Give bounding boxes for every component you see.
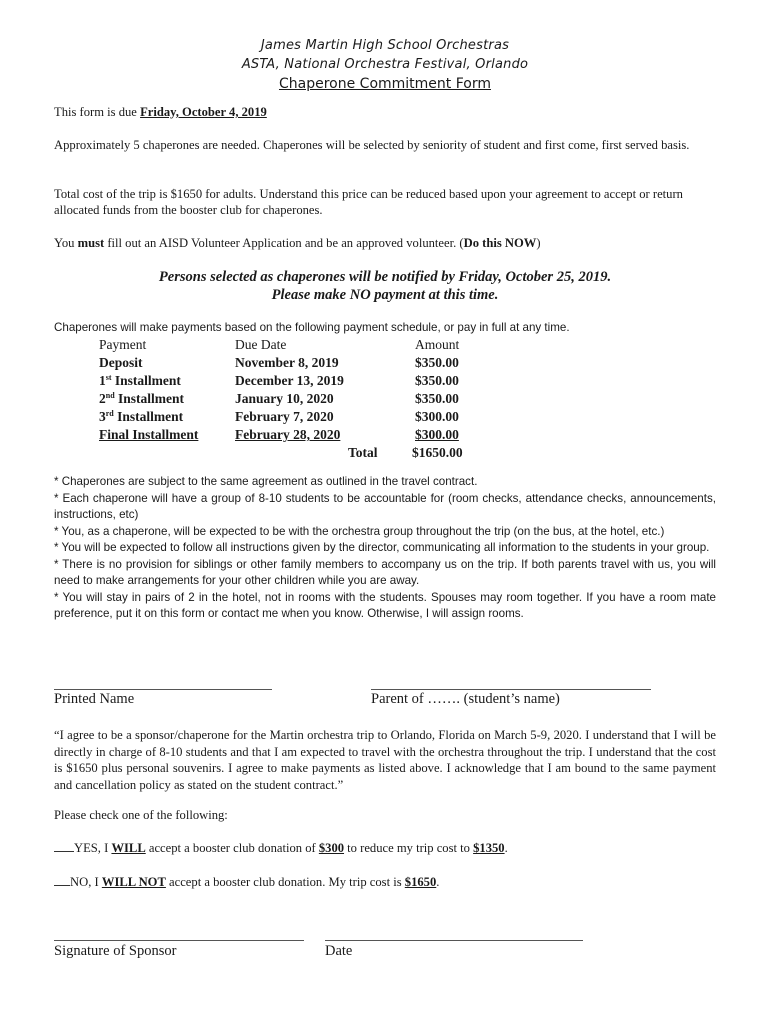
rules-list [54,474,716,623]
event-name: ASTA, National Orchestra Festival, Orlando [241,57,529,72]
chaperones-needed: Approximately 5 chaperones are needed. Chaperones will be selected by seniority of student and first come, first served basis. [54,138,690,152]
option-yes: YES, I WILL accept a booster club donation of $300 to reduce my trip cost to $1350. [54,841,508,856]
rule-item: * You, as a chaperone, will be expected to be with the orchestra group throughout the trip (on the bus, at the hotel, etc.) [54,524,665,538]
form-title: Chaperone Commitment Form [278,76,491,92]
yes-checkbox[interactable] [54,841,74,852]
header-payment: Payment [99,337,147,352]
parent-of-label: Parent of ……. (student’s name) [371,691,560,707]
total-value: $1650.00 [412,445,463,460]
school-name: James Martin High School Orchestras [260,38,510,53]
printed-name-label: Printed Name [54,691,135,707]
selection-notice: Persons selected as chaperones will be notified by Friday, October 25, 2019. Please make NO payment at this time. [158,269,612,303]
header-due-date: Due Date [235,337,287,352]
schedule-intro: Chaperones will make payments based on the following payment schedule, or pay in full at any time. [54,321,570,334]
due-statement: This form is due Friday, October 4, 2019 [54,105,267,119]
rule-item: * You will stay in pairs of 2 in the hotel, not in rooms with the students. Spouses may room together. If you have a room mate preference, put it on this form or contact me when you know. Otherwise, I will assign rooms. [54,590,716,620]
date-field[interactable] [325,940,583,941]
due-date: Friday, October 4, 2019 [140,105,267,119]
parent-of-field[interactable] [371,689,651,690]
printed-name-field[interactable] [54,689,272,690]
rule-item: * There is no provision for siblings or other family members to accompany us on the trip. If both parents travel with us, you will need to make arrangements for your other children while you are away. [54,557,716,587]
option-no: NO, I WILL NOT accept a booster club donation. My trip cost is $1650. [54,875,439,890]
signature-label: Signature of Sponsor [54,943,177,959]
no-checkbox[interactable] [54,875,70,886]
volunteer-requirement: You must fill out an AISD Volunteer Application and be an approved volunteer. (Do this NOW) [54,236,541,250]
check-intro: Please check one of the following: [54,808,228,822]
date-label: Date [325,943,353,959]
total-label: Total [348,445,378,460]
form-page: James Martin High School Orchestras ASTA, National Orchestra Festival, Orlando Chaperone Commitment Form This form is due Friday, October 4, 2019 Approximately 5 chaperones are needed. Chaperones will be selected by seniority of student and first come, first served basis. Total cost of the trip is $1650 for adults. Understand this price can be reduced based upon your agreement to accept or return allocated funds from the booster club for chaperones. You must fill out an AISD Volunteer Application and be an approved volunteer. (Do this NOW) Persons selected as chaperones will be notified by Friday, October 25, 2019. Please make NO payment at this time. Chaperones will make payments based on the following payment schedule, or pay in full at any time. Payment Due Date Amount Deposit November 8, 2019 $350.00 1st Installment December 13, 2019 $350.00 2nd Installment January 10, 2020 $350.00 3rd Installment February 7, 2020 $300.00 Final Installment February 28, 2020 $300.00 Total $1650.00 * Chaperones are subject to the same agreement as outlined in the travel contract. * Each chaperone will have a group of 8-10 students to be accountable for (room checks, attendance checks, announcements, instructions, etc) * You, as a chaperone, will be expected to be with the orchestra group throughout the trip (on the bus, at the hotel, etc.) * You will be expected to follow all instructions given by the director, communicating all information to the students in your group. * There is no provision for siblings or other family members to accompany us on the trip. If both parents travel with us, you will need to make arrangements for your other children while you are away. * You will stay in pairs of 2 in the hotel, not in rooms with the students. Spouses may room together. If you have a room mate preference, put it on this form or contact me when you know. Otherwise, I will assign rooms. Printed Name Parent of ……. (student’s name) “I agree to be a sponsor/chaperone for the Martin orchestra trip to Orlando, Florida on March 5-9, 2020. I understand that I will be directly in charge of 8-10 students and that I am expected to travel with the orchestra throughout the trip. I understand that the cost is $1650 plus personal souvenirs. I agree to make payments as listed above. I acknowledge that I am bound to the same payment and cancellation policy as stated on the student contract.” Please check one of the following: YES, I WILL accept a booster club donation of $300 to reduce my trip cost to $1350. NO, I WILL NOT accept a booster club donation. My trip cost is $1650. Signature of Sponsor Date [0,0,770,1024]
rule-item: * Chaperones are subject to the same agreement as outlined in the travel contract. [54,475,478,488]
rule-item: * Each chaperone will have a group of 8-10 students to be accountable for (room checks, attendance checks, announcements, instructions, etc) [54,491,716,521]
rule-item: * You will be expected to follow all instructions given by the director, communicating all information to the students in your group. [54,541,710,554]
agreement-statement: “I agree to be a sponsor/chaperone for the Martin orchestra trip to Orlando, Florida on March 5-9, 2020. I understand that I will be directly in charge of 8-10 students and that I am expected to travel with the orchestra throughout the trip. I understand that the cost is $1650 plus personal souvenirs. I agree to make payments as listed above. I acknowledge that I am bound to the same payment and cancellation policy as stated on the student contract.” [54,728,716,792]
signature-field[interactable] [54,940,304,941]
trip-cost: Total cost of the trip is $1650 for adults. Understand this price can be reduced based upon your agreement to accept or return allocated funds from the booster club for chaperones. [54,187,683,217]
header-amount: Amount [415,337,460,352]
